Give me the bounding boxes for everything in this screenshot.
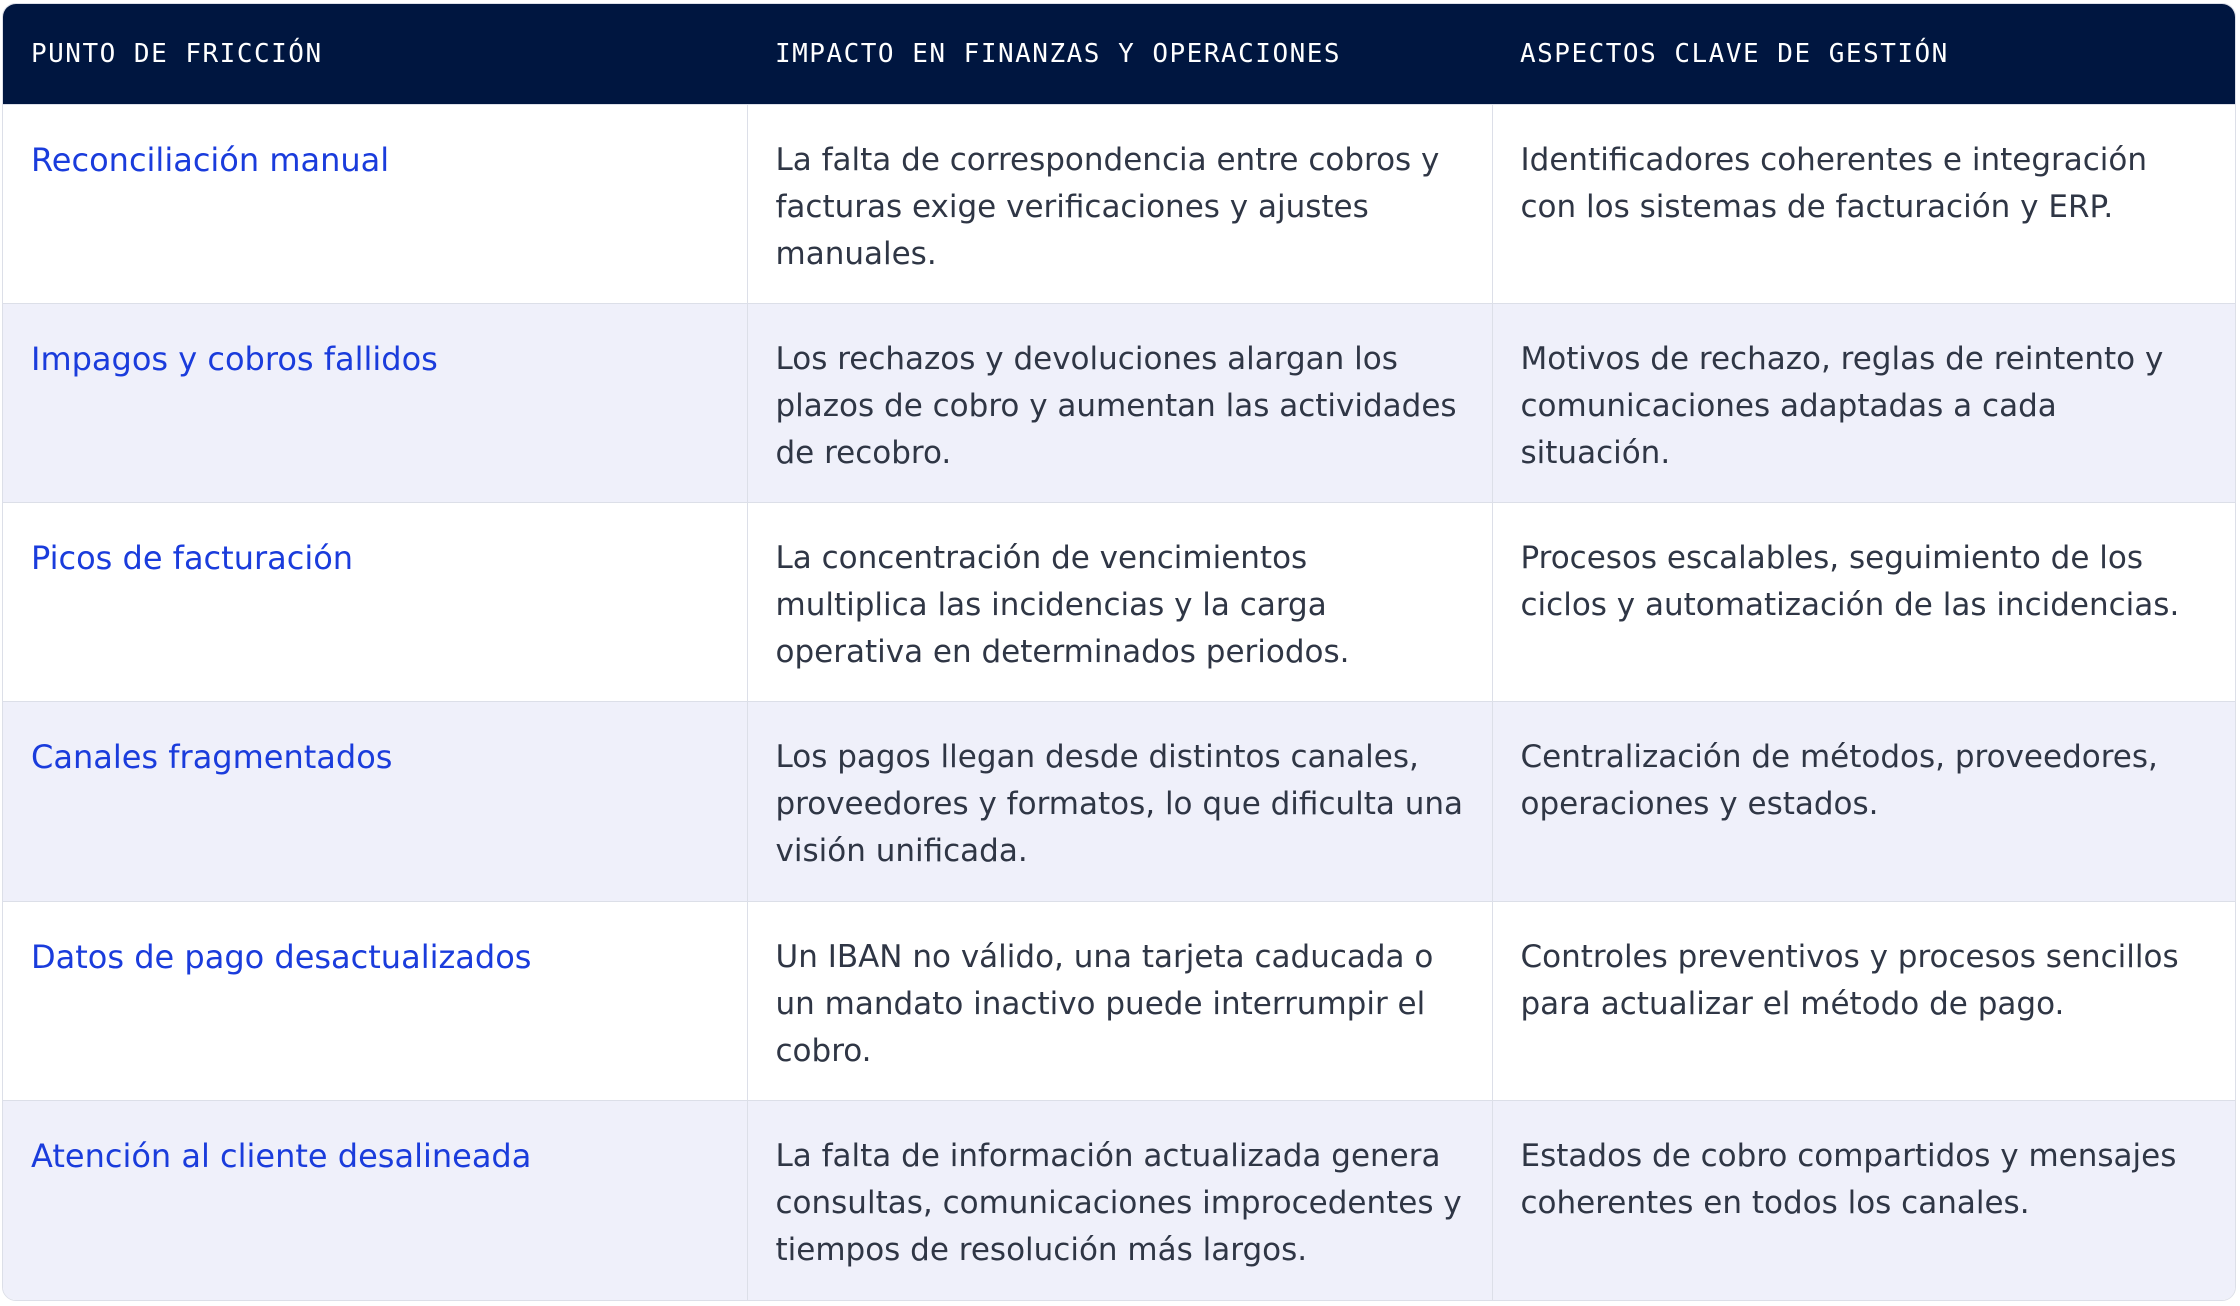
table-body — [3, 104, 2235, 1300]
impact-cell: Los pagos llegan desde distintos canales, proveedores y formatos, lo que dificulta una visión unificada. — [747, 702, 1492, 901]
table-row — [3, 503, 2235, 702]
table-row — [3, 104, 2235, 303]
column-header-key-aspects: ASPECTOS CLAVE DE GESTIÓN — [1520, 38, 1949, 69]
header-row — [3, 4, 2235, 104]
friction-cell: Impagos y cobros fallidos — [3, 303, 747, 502]
impact-cell: La falta de información actualizada genera consultas, comunicaciones improcedentes y tiempos de resolución más largos. — [747, 1101, 1492, 1300]
impact-cell: Los rechazos y devoluciones alargan los plazos de cobro y aumentan las actividades de recobro. — [747, 303, 1492, 502]
table-header — [3, 4, 2235, 104]
friction-table — [2, 3, 2236, 1301]
table-row — [3, 901, 2235, 1100]
key-aspects-cell: Controles preventivos y procesos sencillos para actualizar el método de pago. — [1492, 901, 2235, 1100]
friction-cell: Picos de facturación — [3, 503, 747, 702]
key-aspects-cell: Estados de cobro compartidos y mensajes coherentes en todos los canales. — [1492, 1101, 2235, 1300]
table-row — [3, 702, 2235, 901]
key-aspects-cell: Motivos de rechazo, reglas de reintento y comunicaciones adaptadas a cada situación. — [1492, 303, 2235, 502]
impact-cell: La falta de correspondencia entre cobros y facturas exige verificaciones y ajustes manuales. — [747, 104, 1492, 303]
friction-cell: Canales fragmentados — [3, 702, 747, 901]
column-header-friction: PUNTO DE FRICCIÓN — [31, 38, 323, 69]
friction-cell: Atención al cliente desalineada — [3, 1101, 747, 1300]
key-aspects-cell: Procesos escalables, seguimiento de los ciclos y automatización de las incidencias. — [1492, 503, 2235, 702]
table-row — [3, 1101, 2235, 1300]
key-aspects-cell: Identificadores coherentes e integración con los sistemas de facturación y ERP. — [1492, 104, 2235, 303]
impact-cell: Un IBAN no válido, una tarjeta caducada o un mandato inactivo puede interrumpir el cobro. — [747, 901, 1492, 1100]
data-table — [3, 4, 2235, 1300]
column-header-impact: IMPACTO EN FINANZAS Y OPERACIONES — [775, 38, 1342, 69]
impact-cell: La concentración de vencimientos multiplica las incidencias y la carga operativa en determinados periodos. — [747, 503, 1492, 702]
table-row — [3, 303, 2235, 502]
key-aspects-cell: Centralización de métodos, proveedores, operaciones y estados. — [1492, 702, 2235, 901]
friction-cell: Reconciliación manual — [3, 104, 747, 303]
friction-cell: Datos de pago desactualizados — [3, 901, 747, 1100]
